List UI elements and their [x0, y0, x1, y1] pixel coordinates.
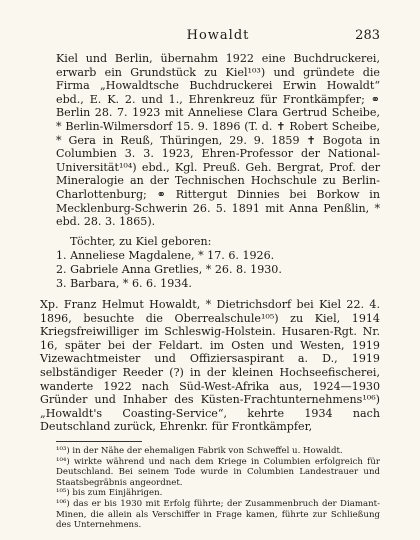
genealogy-entry: Xp. Franz Helmut Howaldt, * Dietrichsdorf bei Kiel 22. 4. 1896, besuchte die Oberrealschule¹⁰⁵) zu Kiel, 1914 Kriegsfreiwilliger im Schleswig-Holstein. Husaren-Rgt. Nr. 16, später bei der Feldart. im Osten und Westen, 1919 Vizewachtmeister und Offiziersaspirant a. D., 1919 selbständiger Reeder (?) in der kleinen Hochseefischerei, wanderte 1922 nach Süd-West-Afrika aus, 1924—1930 Gründer und Inhaber des Küsten-Frachtunternehmens¹⁰⁶) „Howaldt's Coasting-Service“, kehrte 1934 nach Deutschland zurück, Ehrenkr. für Frontkämpfer, — [40, 298, 380, 434]
running-head: Howaldt — [186, 28, 250, 43]
children-heading: Töchter, zu Kiel geboren: — [70, 234, 212, 248]
child-entry: 3. Barbara, * 6. 6. 1934. — [56, 276, 192, 290]
footnote-divider — [56, 441, 142, 442]
child-entry: 2. Gabriele Anna Gretlies, * 26. 8. 1930. — [56, 262, 282, 276]
children-list — [56, 249, 380, 290]
page-number: 283 — [355, 28, 380, 43]
footnote: ¹⁰⁵) bis zum Einjährigen. — [56, 488, 163, 499]
page-header — [56, 28, 380, 48]
footnotes — [56, 446, 380, 531]
footnote: ¹⁰⁶) das er bis 1930 mit Erfolg führte; der Zusammenbruch der Diamant-Minen, die allein als Verschiffer in Frage kamen, führte zur Schließung des Unternehmens. — [56, 499, 380, 531]
footnote: ¹⁰⁴) wirkte während und nach dem Kriege in Columbien erfolgreich für Deutschland. Bei seinem Tode wurde in Columbien Landestrauer und Staatsbegräbnis angeordnet. — [56, 456, 380, 488]
continued-paragraph: Kiel und Berlin, übernahm 1922 eine Buchdruckerei, erwarb ein Grundstück zu Kiel¹⁰³) und gründete die Firma „Howaldtsche Buchdruckerei Erwin Howaldt“ ebd., E. K. 2. und 1., Ehrenkreuz für Frontkämpfer; ⚭ Berlin 28. 7. 1923 mit Anneliese Clara Gertrud Scheibe, * Berlin-Wilmersdorf 15. 9. 1896 (T. d. ✝ Robert Scheibe, * Gera in Reuß, Thüringen, 29. 9. 1859 ✝ Bogota in Columbien 3. 3. 1923, Ehren-Professor der National-Universität¹⁰⁴) ebd., Kgl. Preuß. Geh. Bergrat, Prof. der Mineralogie an der Technischen Hochschule zu Berlin-Charlottenburg; ⚭ Rittergut Dinnies bei Borkow in Mecklenburg-Schwerin 26. 5. 1891 mit Anna Penßlin, * ebd. 28. 3. 1865). — [56, 52, 380, 229]
main-text — [40, 52, 380, 434]
child-entry: 1. Anneliese Magdalene, * 17. 6. 1926. — [56, 249, 275, 263]
footnote: ¹⁰³) in der Nähe der ehemaligen Fabrik von Schweffel u. Howaldt. — [56, 446, 343, 457]
